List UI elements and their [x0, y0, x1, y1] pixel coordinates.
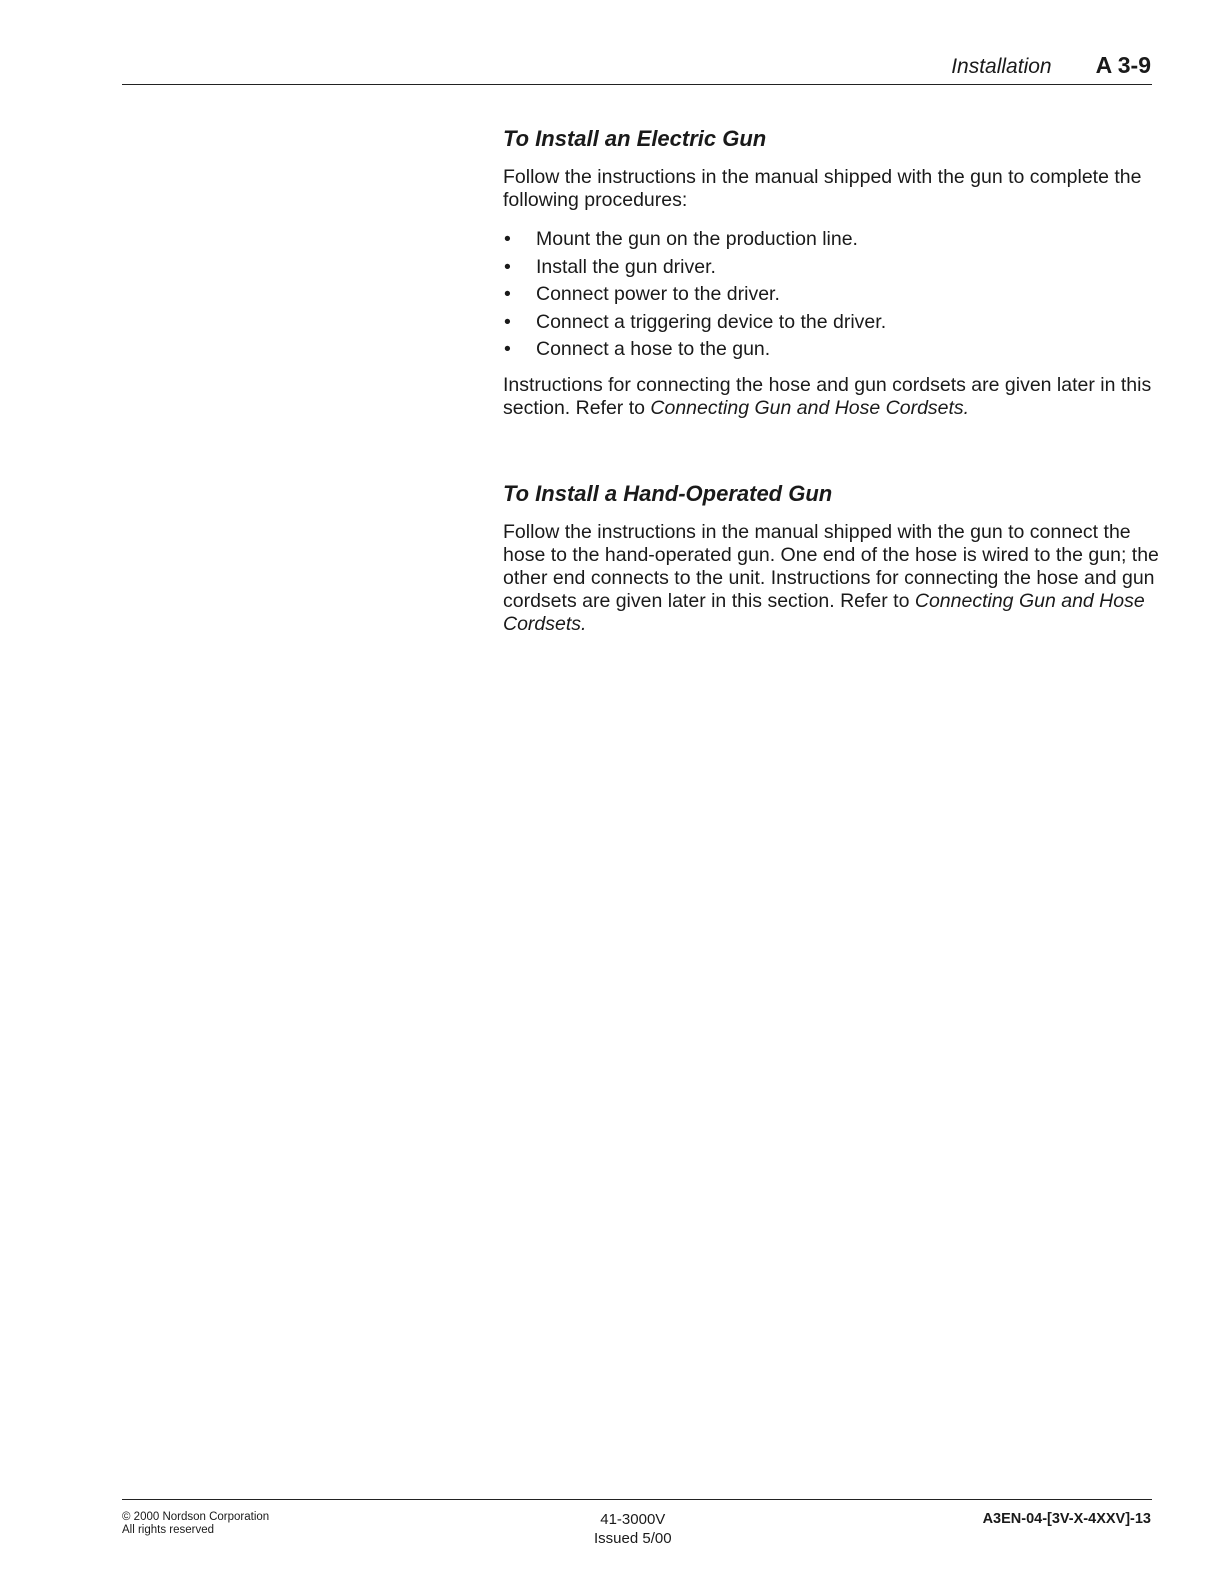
footer-copyright	[122, 1511, 269, 1537]
procedure-list	[503, 226, 1163, 364]
bullet-icon: •	[504, 338, 511, 360]
page-header	[951, 52, 1151, 79]
cross-reference: Connecting Gun and Hose Cordsets.	[503, 589, 1145, 635]
footer-rule	[122, 1499, 1152, 1500]
bullet-icon: •	[504, 283, 511, 305]
bullet-icon: •	[504, 255, 511, 278]
list-item: • Mount the gun on the production line.	[503, 226, 1163, 254]
footer-doc-code: A3EN-04-[3V-X-4XXV]-13	[982, 1511, 1151, 1527]
section-electric-gun	[503, 124, 1163, 420]
cross-reference: Connecting Gun and Hose Cordsets.	[650, 396, 970, 419]
cordsets-note	[503, 374, 1163, 420]
list-item: • Connect a triggering device to the driver.	[503, 309, 1163, 337]
intro-paragraph: Follow the instructions in the manual shipped with the gun to complete the following procedures:	[503, 166, 1142, 211]
main-content	[503, 124, 1163, 636]
part-number: 41-3000V	[600, 1511, 666, 1528]
header-section-title: Installation	[951, 55, 1052, 78]
section-title-hand-operated-gun: To Install a Hand-Operated Gun	[503, 480, 833, 506]
header-rule	[122, 84, 1152, 85]
bullet-icon: •	[504, 228, 511, 250]
list-item: • Connect a hose to the gun.	[503, 336, 1163, 364]
body-text: Follow the instructions in the manual shipped with the gun to connect the hose to the hand-operated gun. One end of the hose is wired to the gun; the other end connects to the unit. Instructions for connecting the hose and gun cordsets are given later in this section. Refer to	[503, 520, 1159, 612]
note-text: Instructions for connecting the hose and gun cordsets are given later in this section. Refer to	[503, 373, 1152, 419]
header-page-number: A 3-9	[1095, 52, 1151, 78]
section-hand-operated-gun	[503, 479, 1163, 636]
list-item: • Install the gun driver.	[503, 254, 1163, 282]
copyright-text: © 2000 Nordson Corporation	[122, 1511, 270, 1523]
rights-text: All rights reserved	[122, 1524, 215, 1536]
issue-date: Issued 5/00	[594, 1530, 672, 1547]
section-title-electric-gun: To Install an Electric Gun	[503, 126, 767, 151]
hand-gun-paragraph	[503, 521, 1163, 636]
footer-issue-info	[594, 1510, 672, 1548]
list-item: • Connect power to the driver.	[503, 281, 1163, 309]
bullet-icon: •	[504, 310, 511, 333]
